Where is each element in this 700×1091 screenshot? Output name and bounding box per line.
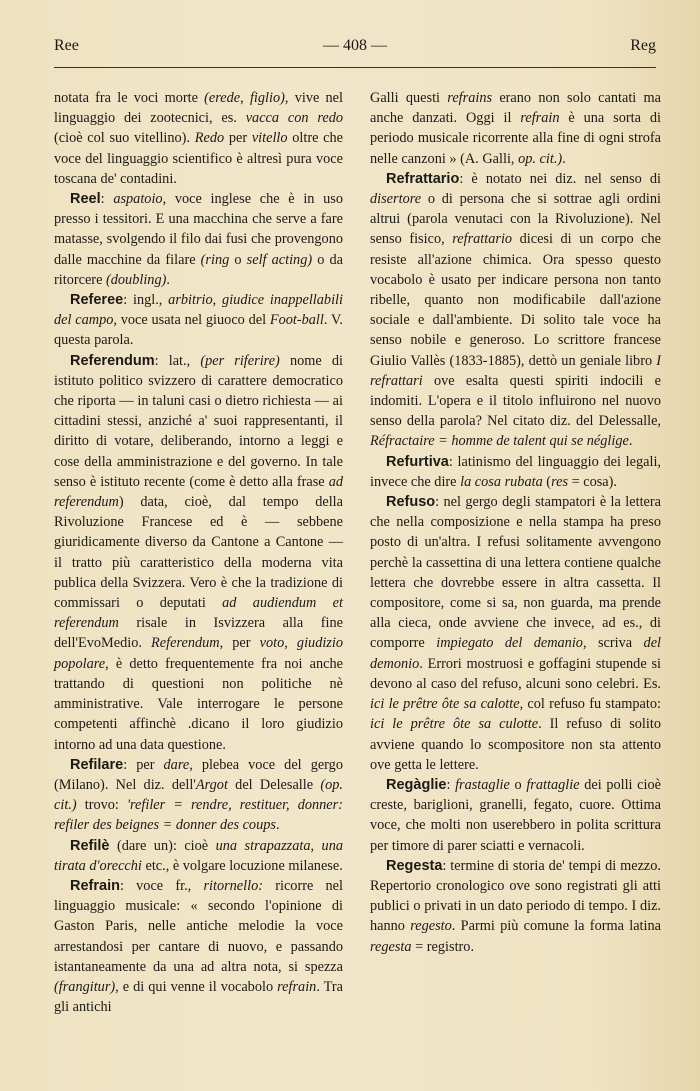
entry-text: del Delesalle <box>227 776 321 793</box>
entry-headword: Refilare <box>70 756 124 773</box>
header-rule <box>54 67 656 68</box>
entry-text: erano non solo cantati ma anche danzati. Oggi il <box>370 90 662 127</box>
entry-headword: Refurtiva <box>386 453 449 470</box>
dictionary-entry <box>370 169 661 452</box>
entry-text: (dare un): cioè <box>109 837 216 854</box>
entry-text: , <box>310 837 322 854</box>
italic-text: refrattario <box>452 231 513 248</box>
entry-text: . Il refuso di solito avviene quando lo scompositore non sta attento ove getta le lettere. <box>370 716 661 773</box>
entry-text: oltre che voce del linguaggio scientifico è altresì pura voce toscana de' contadini. <box>54 130 344 187</box>
entry-text: , voce inglese che è in uso presso i tessitori. E una macchina che serve a fare matasse, svolgendo il filo dai fusi che provengono dalle macchine da filare <box>54 191 343 268</box>
italic-text: I refrattari <box>370 352 661 389</box>
entry-text: o <box>229 251 247 268</box>
dictionary-entry <box>54 836 343 876</box>
entry-text: , <box>212 292 223 309</box>
italic-text: regesta <box>370 938 412 955</box>
dictionary-entry <box>370 775 661 856</box>
entry-text: : lat., <box>154 352 201 369</box>
italic-text: res <box>551 473 569 490</box>
italic-text: impiegato del demanio <box>436 635 583 652</box>
entry-text: , e di qui venne il vocabolo <box>115 978 278 995</box>
italic-text: una tirata d'orecchi <box>54 837 343 874</box>
entry-text: etc., è volgare locuzione milanese. <box>141 857 343 874</box>
italic-text: ici le prêtre ôte sa calotte <box>370 696 520 713</box>
entry-text: . Parmi più comune la forma latina <box>451 918 661 935</box>
dictionary-entry <box>370 452 661 492</box>
italic-text: (erede <box>204 90 241 106</box>
entry-text: . <box>275 817 280 834</box>
entry-headword: Regesta <box>386 857 443 874</box>
italic-text: ad referendum <box>54 473 343 511</box>
dictionary-entry <box>370 492 661 775</box>
entry-text: : <box>100 191 114 208</box>
entry-text: : voce fr., <box>119 877 204 894</box>
italic-text: una strapazzata <box>215 837 311 854</box>
entry-text: , <box>240 90 250 106</box>
italic-text: frattaglie <box>526 776 580 793</box>
italic-text: (frangitur) <box>54 978 116 995</box>
entry-text: . Errori mostruosi e goffagini stupende si devono al caso del refuso, alcuni sono celebri. Es. <box>370 655 661 692</box>
entry-text: . <box>166 271 170 288</box>
entry-headword: Refuso <box>386 494 436 511</box>
entry-text: , è detto frequentemente fra noi anche trattando di questioni non politiche nè amministrative. Vale interrogare le persone competenti affinchè .dicano il loro giudizio intorno ad una data questione. <box>54 655 343 753</box>
entry-text: . Tra gli antichi <box>54 978 343 1016</box>
entry-headword: Refrain <box>70 877 120 894</box>
entry-text: per <box>224 130 252 147</box>
entry-text: ove esalta questi spiriti indocili e indomiti. L'opera e il titolo influirono nel nuovo senso della parola? Nel citato diz. del Delessalle, <box>370 372 661 430</box>
entry-text: dei polli cioè creste, bariglioni, granelli, fegato, cuore. Ottima voce, che molti non userebbero in polita scrittura per timore di parer sciatti e vernacoli. <box>370 776 661 854</box>
entry-text: , voce usata nel giuoco del <box>113 312 270 329</box>
entry-text: nome di istituto politico svizzero di carattere democratico che riporta — in taluni casi o dietro richiesta — ai cittadini stessi, anziché a' suoi rappresentanti, il diritto di votare, deliberando, intorno a leggi e cose della amministrazione e del governo. In tale senso è istituto recente (come è detto alla frase <box>54 352 343 490</box>
italic-text: (doubling) <box>106 271 167 288</box>
continued-paragraph <box>370 88 661 169</box>
entry-text: (cioè col suo vitellino). <box>54 130 195 147</box>
italic-text: refrain <box>277 978 317 995</box>
entry-text: , scriva <box>582 635 644 652</box>
italic-text: (ring <box>200 251 230 268</box>
italic-text: voto <box>259 635 285 652</box>
italic-text: figlio) <box>249 90 285 106</box>
entry-text: = cosa). <box>568 473 617 490</box>
dictionary-entry <box>54 189 343 290</box>
italic-text: vitello <box>251 130 288 147</box>
italic-text: refrain <box>520 110 560 127</box>
entry-text: : <box>446 776 456 793</box>
dictionary-entry <box>54 290 343 351</box>
entry-text: , <box>284 635 297 652</box>
entry-text: : per <box>123 756 164 773</box>
italic-text: disertore <box>370 191 422 208</box>
italic-text: (op. cit.) <box>54 776 343 814</box>
entry-text: risale in Isvizzera alla fine dell'EvoMedio. <box>54 615 343 652</box>
entry-text: o da ritorcere <box>54 251 343 288</box>
entry-text: notata fra le voci morte <box>54 90 205 106</box>
italic-text: del demonio <box>370 635 662 672</box>
entry-headword: Reel <box>70 191 101 208</box>
italic-text: giudizio popolare <box>54 635 343 672</box>
entry-text: : è notato nei diz. nel senso di <box>459 170 661 187</box>
italic-text: regesto <box>410 918 452 935</box>
italic-text: Referendum <box>151 635 220 652</box>
entry-text: : nel gergo degli stampatori è la lettera che nella composizione e nella stampa ha preso posto di un'altra. I refusi solitamente avvengono perchè la cassettina di una lettera contiene qualche lettera che dovrebbe essere in altra cassetta. Il compositore, come si sa, non guarda, ma prende alla cieca, onde avviene che invece, ad es., di comporre <box>370 494 661 652</box>
italic-text: ad audiendum et referendum <box>54 595 343 632</box>
entry-text: ( <box>542 473 552 490</box>
entry-text: : latinismo del linguaggio dei legali, invece che dire <box>370 453 661 490</box>
entry-text: , per <box>219 635 260 652</box>
italic-text: vacca con redo <box>245 110 343 127</box>
entry-text: : ingl., <box>123 292 169 309</box>
italic-text: Réfractaire = homme de talent qui se néglige <box>370 433 629 450</box>
italic-text: self acting) <box>246 251 313 268</box>
running-header <box>54 37 656 61</box>
left-column <box>54 88 343 1017</box>
continued-paragraph <box>54 88 343 189</box>
dictionary-entry <box>54 876 343 1017</box>
entry-text: dicesi di un corpo che resiste all'azione chimica. Ora spesso questo vocabolo è usato per indicare persona non tanto ribelle, quanto non modificabile dall'azione sociale e dall'ambiente. Di solito tale voce ha senso nobile e generoso. Lo scrittore francese Giulio Vallès (1833-1885), dettò un geniale libro <box>370 231 661 369</box>
italic-text: frastaglie <box>455 776 510 793</box>
entry-text: : termine di storia de' tempi di mezzo. Repertorio cronologico ove sono registrati gli atti publici o privati in un dato periodo di tempo. I diz. hanno <box>370 857 661 935</box>
entry-text: o di persona che si sottrae agli ordini altrui (parola venutaci con la Rivoluzione). Nel senso fisico, <box>370 191 661 248</box>
entry-headword: Referee <box>70 292 124 309</box>
entry-text: . V. questa parola. <box>54 312 344 349</box>
italic-text: op. cit.) <box>518 150 563 167</box>
entry-headword: Regàglie <box>386 776 447 793</box>
entry-text: . <box>628 433 633 450</box>
italic-text: dare <box>163 756 190 773</box>
header-left-guideword: Ree <box>54 37 79 54</box>
entry-text: , col refuso fu stampato: <box>519 696 661 713</box>
right-column <box>370 88 661 957</box>
entry-headword: Referendum <box>70 352 155 369</box>
dictionary-entry <box>370 856 661 957</box>
italic-text: ritornello: <box>203 877 264 894</box>
italic-text: arbitrio <box>168 292 213 309</box>
entry-text: Galli questi <box>370 90 448 106</box>
entry-text: o <box>509 776 527 793</box>
page-number: — 408 — <box>323 37 387 54</box>
italic-text: (per riferire) <box>200 352 280 369</box>
italic-text: ici le prêtre ôte sa culotte <box>370 716 539 733</box>
italic-text: Argot <box>195 776 228 793</box>
entry-text: ) data, cioè, dal tempo della Rivoluzione Francese ed è — sebbene giuridicamente diverso da Cantone a Cantone — il tratto più caratteristico della moderna vita publica della Svizzera. Vero è che la tradizione di commissari o deputati <box>54 494 343 612</box>
entry-text: ricorre nel linguaggio musicale: « secondo l'opinione di Gaston Paris, nelle antiche melodie la voce arrestandosi per cantare di nuovo, e passando istantaneamente da una ad altra nota, si spezza <box>54 877 343 975</box>
italic-text: 'refiler = rendre, restituer, donner: refiler des beignes = donner des coups <box>54 797 343 834</box>
italic-text: la cosa rubata <box>460 473 543 490</box>
entry-headword: Refilè <box>70 837 110 854</box>
italic-text: Foot-ball <box>269 312 324 329</box>
entry-text: , vive nel linguaggio dei zootecnici, es. <box>54 90 343 127</box>
italic-text: giudice inappellabili del campo <box>54 292 343 329</box>
entry-text: , plebea voce del gergo (Milano). Nel diz. dell' <box>54 756 343 793</box>
italic-text: aspatoio <box>113 191 163 208</box>
italic-text: refrains <box>447 90 493 106</box>
dictionary-entry <box>54 755 343 836</box>
entry-headword: Refrattario <box>386 170 460 187</box>
entry-text: = registro. <box>411 938 475 955</box>
dictionary-entry <box>54 351 343 755</box>
italic-text: Redo <box>194 130 225 147</box>
entry-text: trovo: <box>76 797 127 814</box>
entry-text: è una sorta di periodo musicale ricorrente alla fine di ogni strofa nelle canzoni » (A. Galli, <box>370 110 661 167</box>
header-right-guideword: Reg <box>630 37 656 54</box>
entry-text: . <box>562 150 566 167</box>
